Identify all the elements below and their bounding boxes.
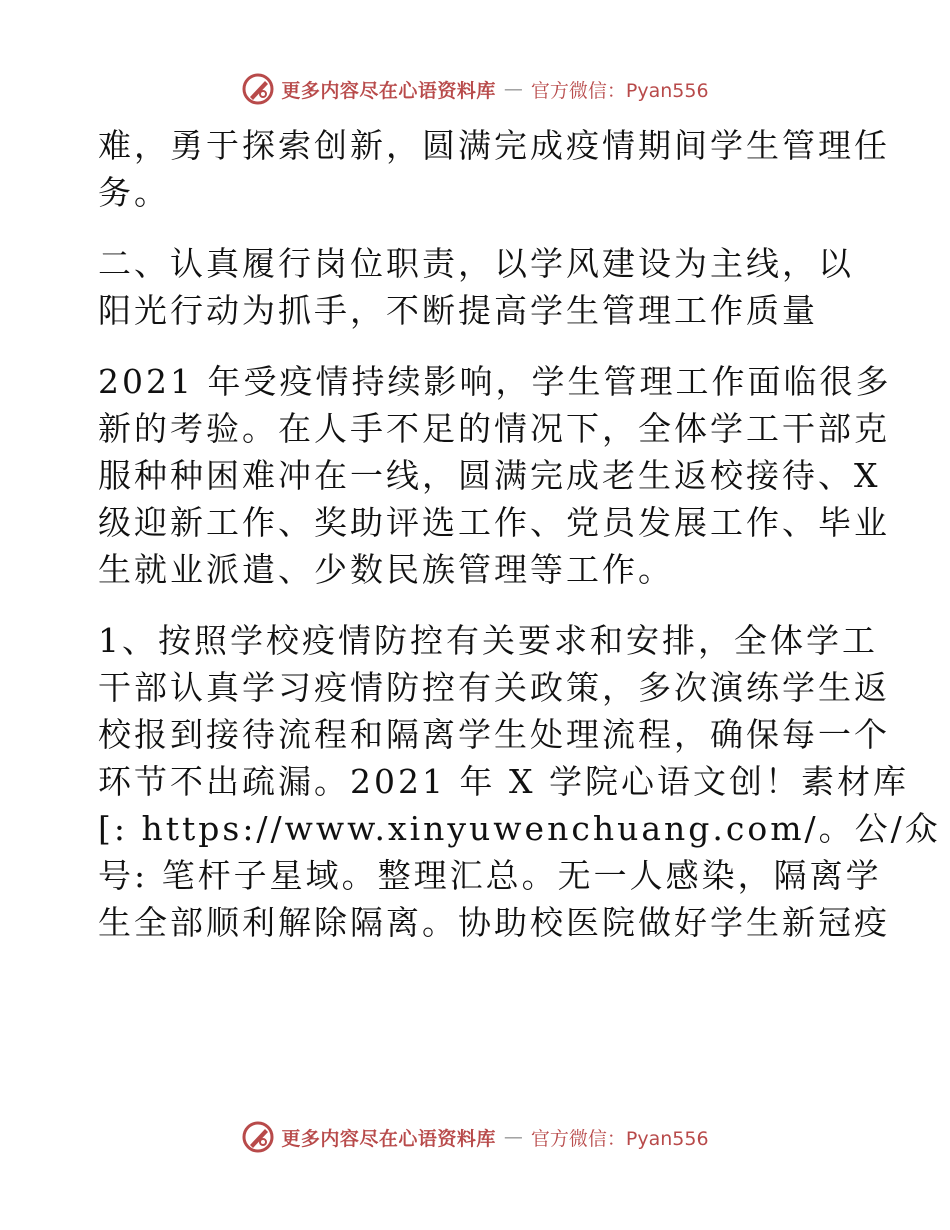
paragraph-continuation — [98, 122, 890, 216]
footer-watermark — [0, 1120, 950, 1154]
text-line: 干部认真学习疫情防控有关政策，多次演练学生返 — [98, 668, 890, 707]
watermark-text: 更多内容尽在心语资料库 — [281, 1127, 496, 1150]
section-heading — [98, 240, 858, 334]
text-line: 号: 笔杆子星域。整理汇总。无一人感染，隔离学 — [98, 856, 882, 895]
watermark-contact: 官方微信：Pyan556 — [530, 1127, 709, 1150]
paragraph-item-1 — [98, 617, 941, 946]
text-line: 二、认真履行岗位职责，以学风建设为主线，以 — [98, 244, 854, 283]
paragraph-2021-overview — [98, 358, 892, 593]
text-line: 生就业派遣、少数民族管理等工作。 — [98, 550, 674, 589]
document-body — [98, 122, 941, 946]
watermark-contact: 官方微信：Pyan556 — [530, 79, 709, 102]
text-line: 环节不出疏漏。2021 年 X 学院心语文创！素材库 — [98, 762, 909, 801]
text-line: 服种种困难冲在一线，圆满完成老生返校接待、X — [98, 456, 881, 495]
text-line: 务。 — [98, 173, 170, 212]
text-line: 级迎新工作、奖助评选工作、党员发展工作、毕业 — [98, 503, 890, 542]
text-line: 2021 年受疫情持续影响，学生管理工作面临很多 — [98, 362, 892, 401]
text-line: 阳光行动为抓手，不断提高学生管理工作质量 — [98, 291, 818, 330]
watermark-separator: — — [503, 78, 523, 100]
text-line: 难，勇于探索创新，圆满完成疫情期间学生管理任 — [98, 126, 890, 165]
text-line: 校报到接待流程和隔离学生处理流程，确保每一个 — [98, 715, 890, 754]
watermark-separator: — — [503, 1126, 523, 1148]
text-line: [: https://www.xinyuwenchuang.com/。公/众 — [98, 809, 941, 848]
pen-logo-icon — [241, 72, 275, 106]
watermark-text: 更多内容尽在心语资料库 — [281, 79, 496, 102]
text-line: 新的考验。在人手不足的情况下，全体学工干部克 — [98, 409, 890, 448]
text-line: 1、按照学校疫情防控有关要求和安排，全体学工 — [98, 621, 878, 660]
pen-logo-icon — [241, 1120, 275, 1154]
header-watermark — [0, 72, 950, 106]
text-line: 生全部顺利解除隔离。协助校医院做好学生新冠疫 — [98, 903, 890, 942]
